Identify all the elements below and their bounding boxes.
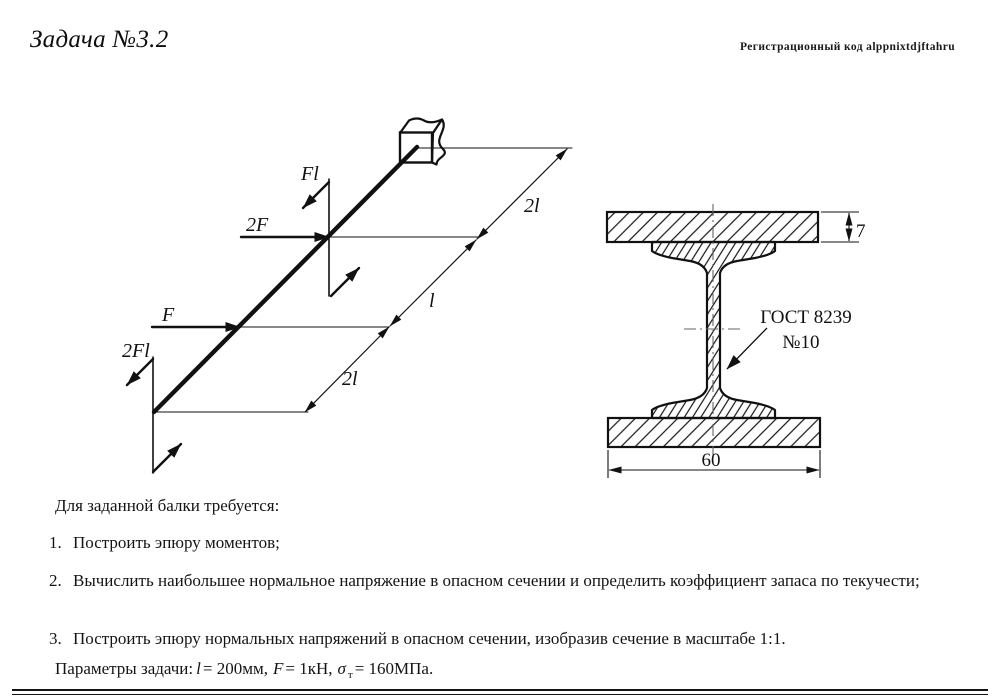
- param-value-sigma: = 160МПа.: [354, 659, 434, 678]
- param-var-l: l: [196, 659, 201, 678]
- task-item-1: [49, 530, 965, 556]
- bottom-plate: [608, 418, 820, 447]
- param-var-sigma: σ: [337, 659, 346, 678]
- registration-code: Регистрационный код alppnixtdjftahru: [740, 41, 956, 53]
- dim-label-l-mid: l: [429, 290, 435, 312]
- dim-label-60: 60: [701, 450, 721, 471]
- task-item-2-number: 2.: [49, 571, 62, 590]
- moment-label-2fl: 2Fl: [122, 340, 150, 362]
- task-item-2-text: Вычислить наибольшее нормальное напряжение в опасном сечении и определить коэффициент запаса по текучести;: [73, 571, 920, 590]
- parameters-label: Параметры задачи:: [55, 659, 194, 678]
- param-value-f: = 1кН,: [285, 659, 333, 678]
- moment-label-fl: Fl: [301, 163, 319, 185]
- task-item-3-text: Построить эпюру нормальных напряжений в опасном сечении, изобразив сечение в масштабе 1:1.: [73, 629, 786, 648]
- force-label-2f: 2F: [246, 214, 269, 236]
- gost-label-line2: №10: [782, 332, 820, 353]
- task-item-1-text: Построить эпюру моментов;: [73, 533, 280, 552]
- beam-diagram: [122, 119, 572, 474]
- dim-7: [821, 212, 859, 242]
- force-label-f: F: [162, 304, 175, 326]
- dim-label-2l-top: 2l: [524, 195, 540, 217]
- gost-label-line1: ГОСТ 8239: [760, 307, 852, 328]
- param-value-l: = 200мм,: [202, 659, 268, 678]
- page-title: Задача №3.2: [30, 26, 169, 53]
- parameters-line: [55, 659, 433, 681]
- beam-line: [154, 147, 417, 412]
- gost-leader-arrow: [727, 328, 767, 369]
- task-item-2: [49, 568, 965, 594]
- section-diagram: [607, 204, 866, 478]
- param-var-f: F: [272, 659, 284, 678]
- task-intro: Для заданной балки требуется:: [55, 496, 280, 515]
- task-item-3: [49, 626, 965, 652]
- projection-lines: [154, 148, 572, 412]
- dim-label-7: 7: [856, 221, 866, 242]
- moment-2fl: [127, 357, 181, 473]
- task-item-1-number: 1.: [49, 533, 62, 552]
- task-item-3-number: 3.: [49, 629, 62, 648]
- bottom-double-rule: [12, 689, 988, 695]
- param-sigma-subscript: т: [347, 669, 353, 681]
- dim-label-2l-bottom: 2l: [342, 368, 358, 390]
